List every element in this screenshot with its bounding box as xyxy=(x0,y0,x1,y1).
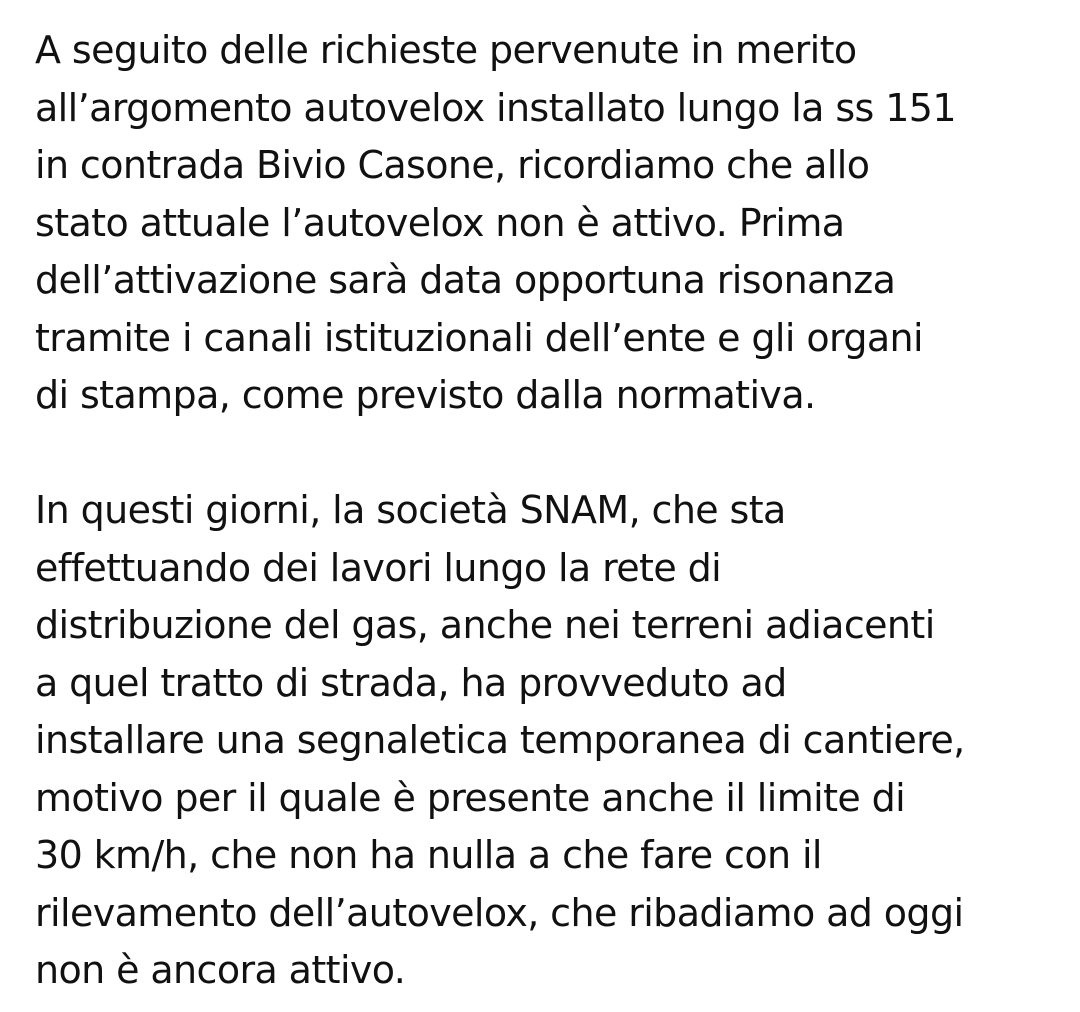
text-line: a quel tratto di strada, ha provveduto ad xyxy=(35,660,787,705)
text-line: dell’attivazione sarà data opportuna risonanza xyxy=(35,258,896,302)
text-line: rilevamento dell’autovelox, che ribadiamo ad oggi xyxy=(35,890,964,935)
text-line: in contrada Bivio Casone, ricordiamo che allo xyxy=(35,143,870,187)
text-line: stato attuale l’autovelox non è attivo. Prima xyxy=(35,200,845,245)
paragraph-1 xyxy=(35,22,1065,425)
text-line: all’argomento autovelox installato lungo la ss 151 xyxy=(35,85,956,130)
text-line: A seguito delle richieste pervenute in merito xyxy=(35,28,857,72)
notice-text xyxy=(35,22,1065,1000)
paragraph-spacer xyxy=(35,425,1065,483)
text-line: In questi giorni, la società SNAM, che sta xyxy=(35,488,786,532)
text-line: 30 km/h, che non ha nulla a che fare con il xyxy=(35,833,822,877)
text-line: effettuando dei lavori lungo la rete di xyxy=(35,545,722,590)
text-line: tramite i canali istituzionali dell’ente e gli organi xyxy=(35,315,923,360)
text-line: distribuzione del gas, anche nei terreni adiacenti xyxy=(35,603,935,647)
text-line: installare una segnaletica temporanea di cantiere, xyxy=(35,718,965,762)
text-line: non è ancora attivo. xyxy=(35,948,406,992)
paragraph-2 xyxy=(35,482,1065,1000)
text-line: motivo per il quale è presente anche il limite di xyxy=(35,775,906,820)
text-line: di stampa, come previsto dalla normativa. xyxy=(35,373,816,417)
